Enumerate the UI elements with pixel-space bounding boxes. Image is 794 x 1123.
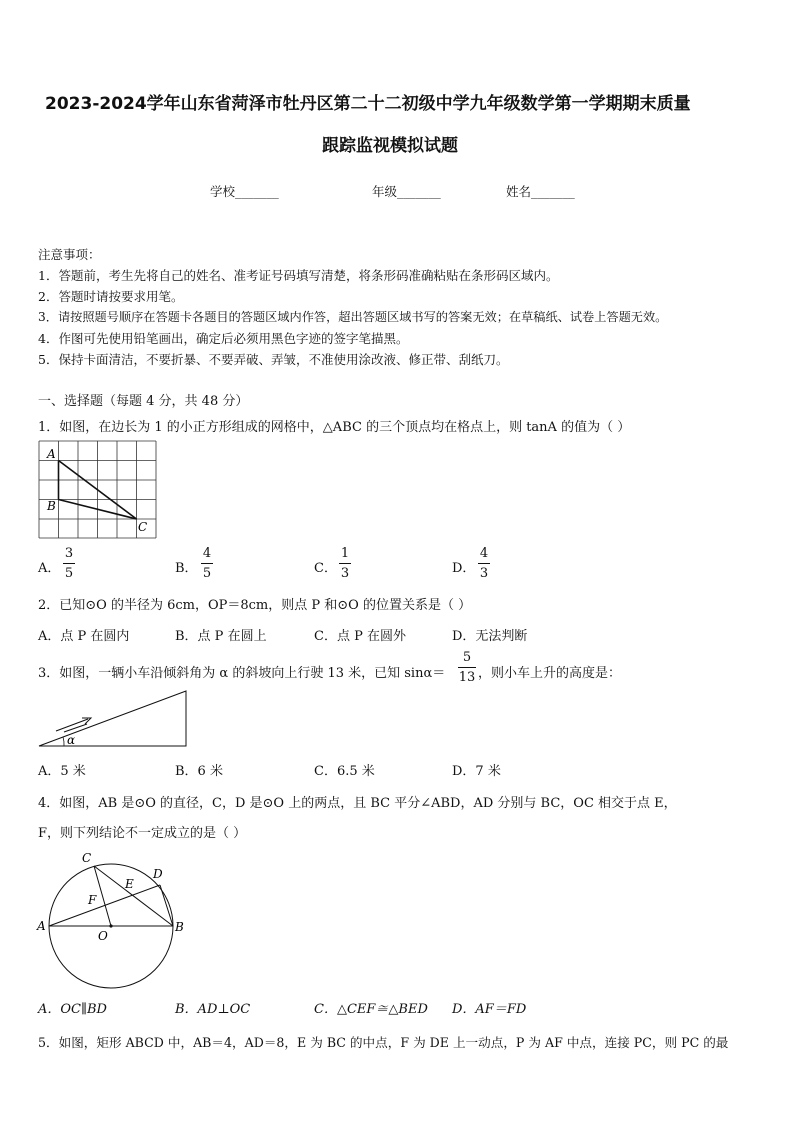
q2-option-c: C．点 P 在圆外 (314, 629, 406, 644)
q3-stem-after: ，则小车上升的高度是： (478, 666, 622, 681)
label-c: C (82, 851, 92, 865)
label-o: O (98, 929, 108, 943)
q1-stem: 1．如图，在边长为 1 的小正方形组成的网格中，△ABC 的三个顶点均在格点上，则 tanA 的值为（ ） (38, 420, 631, 435)
q3-option-a: A．5 米 (38, 764, 86, 779)
q2-option-d: D．无法判断 (452, 629, 528, 644)
q3-option-d: D．7 米 (452, 764, 501, 779)
q4-stem-line1: 4．如图，AB 是⊙O 的直径，C，D 是⊙O 上的两点，且 BC 平分∠ABD，AD 分别与 BC，OC 相交于点 E， (38, 796, 677, 811)
q1-option-b-label: B． (175, 561, 198, 576)
name-field: 姓名_______ (506, 184, 575, 199)
q2-option-b: B．点 P 在圆上 (175, 629, 267, 644)
q3-sin-fraction: 5 13 (458, 650, 476, 685)
q4-option-c: C．△CEF≅△BED (314, 1002, 428, 1017)
label-d: D (153, 867, 163, 881)
label-f: F (88, 893, 97, 907)
q1-option-b-fraction: 4 5 (202, 546, 212, 581)
notice-item: 1．答题前，考生先将自己的姓名、准考证号码填写清楚，将条形码准确粘贴在条形码区域内。 (38, 268, 559, 283)
section-heading: 一、选择题（每题 4 分，共 48 分） (38, 394, 249, 409)
q5-stem: 5．如图，矩形 ABCD 中，AB＝4，AD＝8，E 为 BC 的中点，F 为 DE 上一动点，P 为 AF 中点，连接 PC，则 PC 的最 (38, 1035, 729, 1050)
q1-option-a-fraction: 3 5 (64, 546, 74, 581)
q1-option-c-label: C． (314, 561, 337, 576)
notice-heading: 注意事项： (38, 247, 101, 262)
q4-circle-figure (36, 848, 186, 990)
label-e: E (125, 877, 134, 891)
q1-option-d-label: D． (452, 561, 476, 576)
notice-item: 4．作图可先使用铅笔画出，确定后必须用黑色字迹的签字笔描黑。 (38, 331, 409, 346)
q3-stem-before: 3．如图，一辆小车沿倾斜角为 α 的斜坡向上行驶 13 米，已知 sinα＝ (38, 666, 446, 681)
q4-option-d: D．AF＝FD (452, 1002, 527, 1017)
notice-item: 5．保持卡面清洁，不要折暴、不要弄破、弄皱，不准使用涂改液、修正带、刮纸刀。 (38, 352, 509, 367)
q4-stem-line2: F，则下列结论不一定成立的是（ ） (38, 826, 247, 841)
exam-title-line1: 2023-2024学年山东省菏泽市牡丹区第二十二初级中学九年级数学第一学期期末质量 (45, 94, 691, 114)
q1-option-a-label: A． (38, 561, 61, 576)
q3-option-b: B．6 米 (175, 764, 223, 779)
notice-item: 3．请按照题号顺序在答题卡各题目的答题区域内作答，超出答题区域书写的答案无效；在草稿纸、试卷上答题无效。 (38, 310, 668, 324)
notice-item: 2．答题时请按要求用笔。 (38, 289, 184, 304)
q3-option-c: C．6.5 米 (314, 764, 375, 779)
q1-option-d-fraction: 4 3 (479, 546, 489, 581)
q3-slope-figure (36, 688, 192, 750)
grade-field: 年级_______ (372, 184, 441, 199)
q4-option-b: B．AD⊥OC (175, 1002, 251, 1017)
q4-option-a: A．OC∥BD (38, 1002, 107, 1017)
school-field: 学校_______ (210, 184, 279, 199)
q1-option-c-fraction: 1 3 (340, 546, 350, 581)
label-a: A (37, 919, 46, 933)
label-a: A (47, 447, 56, 461)
label-b: B (47, 499, 56, 513)
q2-stem: 2．已知⊙O 的半径为 6cm，OP＝8cm，则点 P 和⊙O 的位置关系是（ ） (38, 598, 472, 613)
q2-option-a: A．点 P 在圆内 (38, 629, 130, 644)
label-c: C (138, 520, 148, 534)
alpha-label: α (67, 733, 76, 747)
q1-grid-figure (36, 438, 162, 540)
exam-title-line2: 跟踪监视模拟试题 (322, 136, 458, 156)
label-b: B (175, 920, 184, 934)
